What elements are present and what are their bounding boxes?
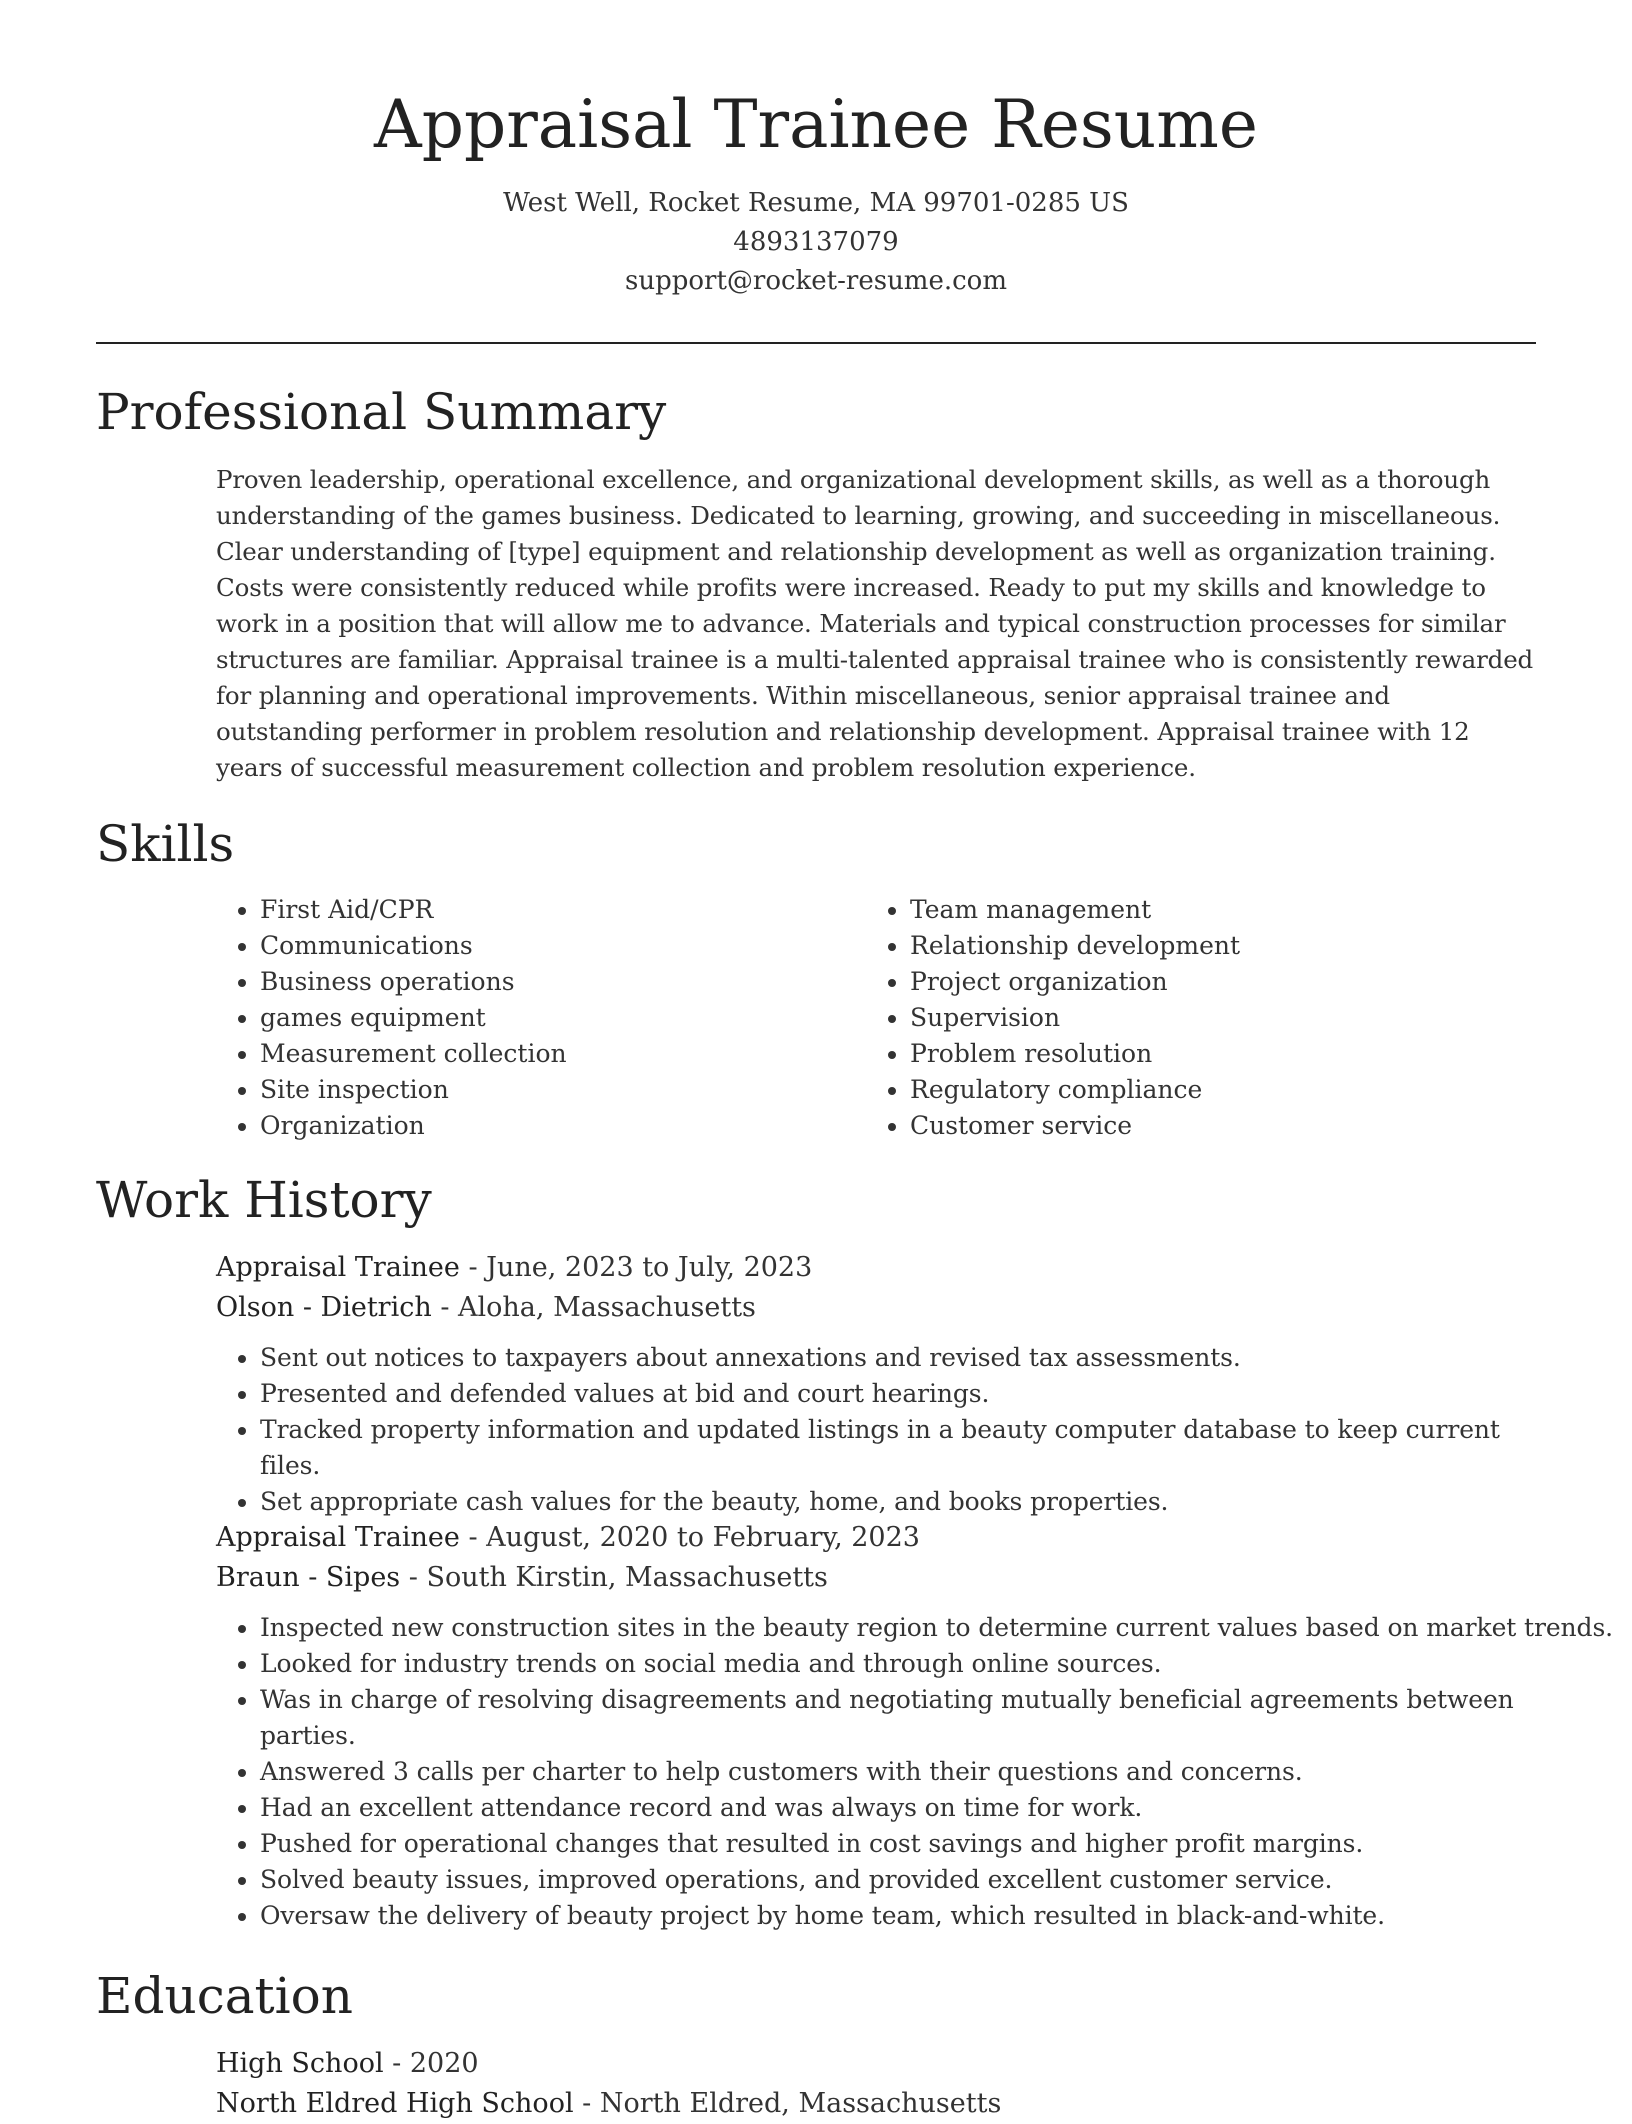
skill-item: • Regulatory compliance: [910, 1072, 1516, 1108]
job-bullet: • Presented and defended values at bid and court hearings.: [260, 1376, 1556, 1412]
contact-block: [96, 184, 1536, 301]
job-bullet: • Set appropriate cash values for the beauty, home, and books properties.: [260, 1484, 1556, 1520]
education-year: - 2020: [383, 2048, 479, 2079]
job-bullet: • Was in charge of resolving disagreements and negotiating mutually beneficial agreements between parties.: [260, 1682, 1540, 1754]
job-bullet: • Tracked property information and updated listings in a beauty computer database to keep current files.: [260, 1412, 1556, 1484]
job-bullet: • Pushed for operational changes that resulted in cost savings and higher profit margins.: [260, 1826, 1540, 1862]
job-location: - Aloha, Massachusetts: [431, 1292, 756, 1323]
education-school: North Eldred High School: [216, 2088, 574, 2119]
skill-item: • Organization: [260, 1108, 866, 1144]
resume-header: [96, 80, 1536, 301]
job-company-line: [216, 1288, 1556, 1328]
skill-item: • Team management: [910, 892, 1516, 928]
job-bullet: • Oversaw the delivery of beauty project by home team, which resulted in black-and-white.: [260, 1898, 1540, 1934]
skill-item: • Site inspection: [260, 1072, 866, 1108]
job-bullets: [216, 1340, 1556, 1520]
skills-column-right: [866, 892, 1516, 1144]
job-title: Appraisal Trainee: [216, 1522, 460, 1553]
skill-item: • Relationship development: [910, 928, 1516, 964]
education-heading: Education: [96, 1967, 353, 2025]
job-company: Braun - Sipes: [216, 1562, 401, 1593]
contact-email: support@rocket-resume.com: [624, 266, 1007, 296]
skills-list: [216, 892, 1536, 1144]
job-entry: [216, 1518, 1614, 1934]
job-entry: [216, 1248, 1556, 1520]
job-bullet: • Answered 3 calls per charter to help customers with their questions and concerns.: [260, 1754, 1540, 1790]
job-company-line: [216, 1558, 1556, 1598]
skill-item: • Project organization: [910, 964, 1516, 1000]
education-degree: High School: [216, 2048, 384, 2079]
education-location: - North Eldred, Massachusetts: [573, 2088, 1002, 2119]
education-degree-line: [216, 2044, 1536, 2084]
job-title: Appraisal Trainee: [216, 1252, 460, 1283]
job-bullet: • Sent out notices to taxpayers about annexations and revised tax assessments.: [260, 1340, 1556, 1376]
work-history-heading: Work History: [96, 1171, 432, 1229]
education-entry: [216, 2044, 1536, 2124]
skill-item: • Business operations: [260, 964, 866, 1000]
job-company: Olson - Dietrich: [216, 1292, 432, 1323]
skills-heading: Skills: [96, 815, 235, 873]
contact-address: West Well, Rocket Resume, MA 99701-0285 US: [503, 188, 1129, 218]
job-bullets: [216, 1610, 1614, 1934]
skill-item: • Supervision: [910, 1000, 1516, 1036]
job-dates: - June, 2023 to July, 2023: [459, 1252, 813, 1283]
skill-item: • games equipment: [260, 1000, 866, 1036]
skill-item: • First Aid/CPR: [260, 892, 866, 928]
skills-column-left: [216, 892, 866, 1144]
header-divider: [96, 342, 1536, 344]
job-dates: - August, 2020 to February, 2023: [459, 1522, 920, 1553]
skill-item: • Customer service: [910, 1108, 1516, 1144]
job-bullet: • Looked for industry trends on social media and through online sources.: [260, 1646, 1540, 1682]
summary-text: Proven leadership, operational excellence, and organizational development skills, as well as a thorough understanding of the games business. Dedicated to learning, growing, and succeeding in miscellaneous. Clear understanding of [type] equipment and relationship development as well as organization training. Costs were consistently reduced while profits were increased. Ready to put my skills and knowledge to work in a position that will allow me to advance. Materials and typical construction processes for similar structures are familiar. Appraisal trainee is a multi-talented appraisal trainee who is consistently rewarded for planning and operational improvements. Within miscellaneous, senior appraisal trainee and outstanding performer in problem resolution and relationship development. Appraisal trainee with 12 years of successful measurement collection and problem resolution experience.: [216, 465, 1534, 782]
job-title-line: [216, 1518, 1556, 1558]
skill-item: • Measurement collection: [260, 1036, 866, 1072]
summary-heading: Professional Summary: [96, 383, 667, 441]
contact-phone: 4893137079: [733, 227, 899, 257]
job-bullet: • Had an excellent attendance record and was always on time for work.: [260, 1790, 1540, 1826]
job-bullet: • Inspected new construction sites in the beauty region to determine current values based on market trends.: [260, 1610, 1540, 1646]
skill-item: • Communications: [260, 928, 866, 964]
education-school-line: [216, 2084, 1536, 2124]
resume-title: Appraisal Trainee Resume: [374, 86, 1258, 163]
skill-item: • Problem resolution: [910, 1036, 1516, 1072]
job-bullet: • Solved beauty issues, improved operations, and provided excellent customer service.: [260, 1862, 1540, 1898]
job-location: - South Kirstin, Massachusetts: [400, 1562, 828, 1593]
job-title-line: [216, 1248, 1556, 1288]
